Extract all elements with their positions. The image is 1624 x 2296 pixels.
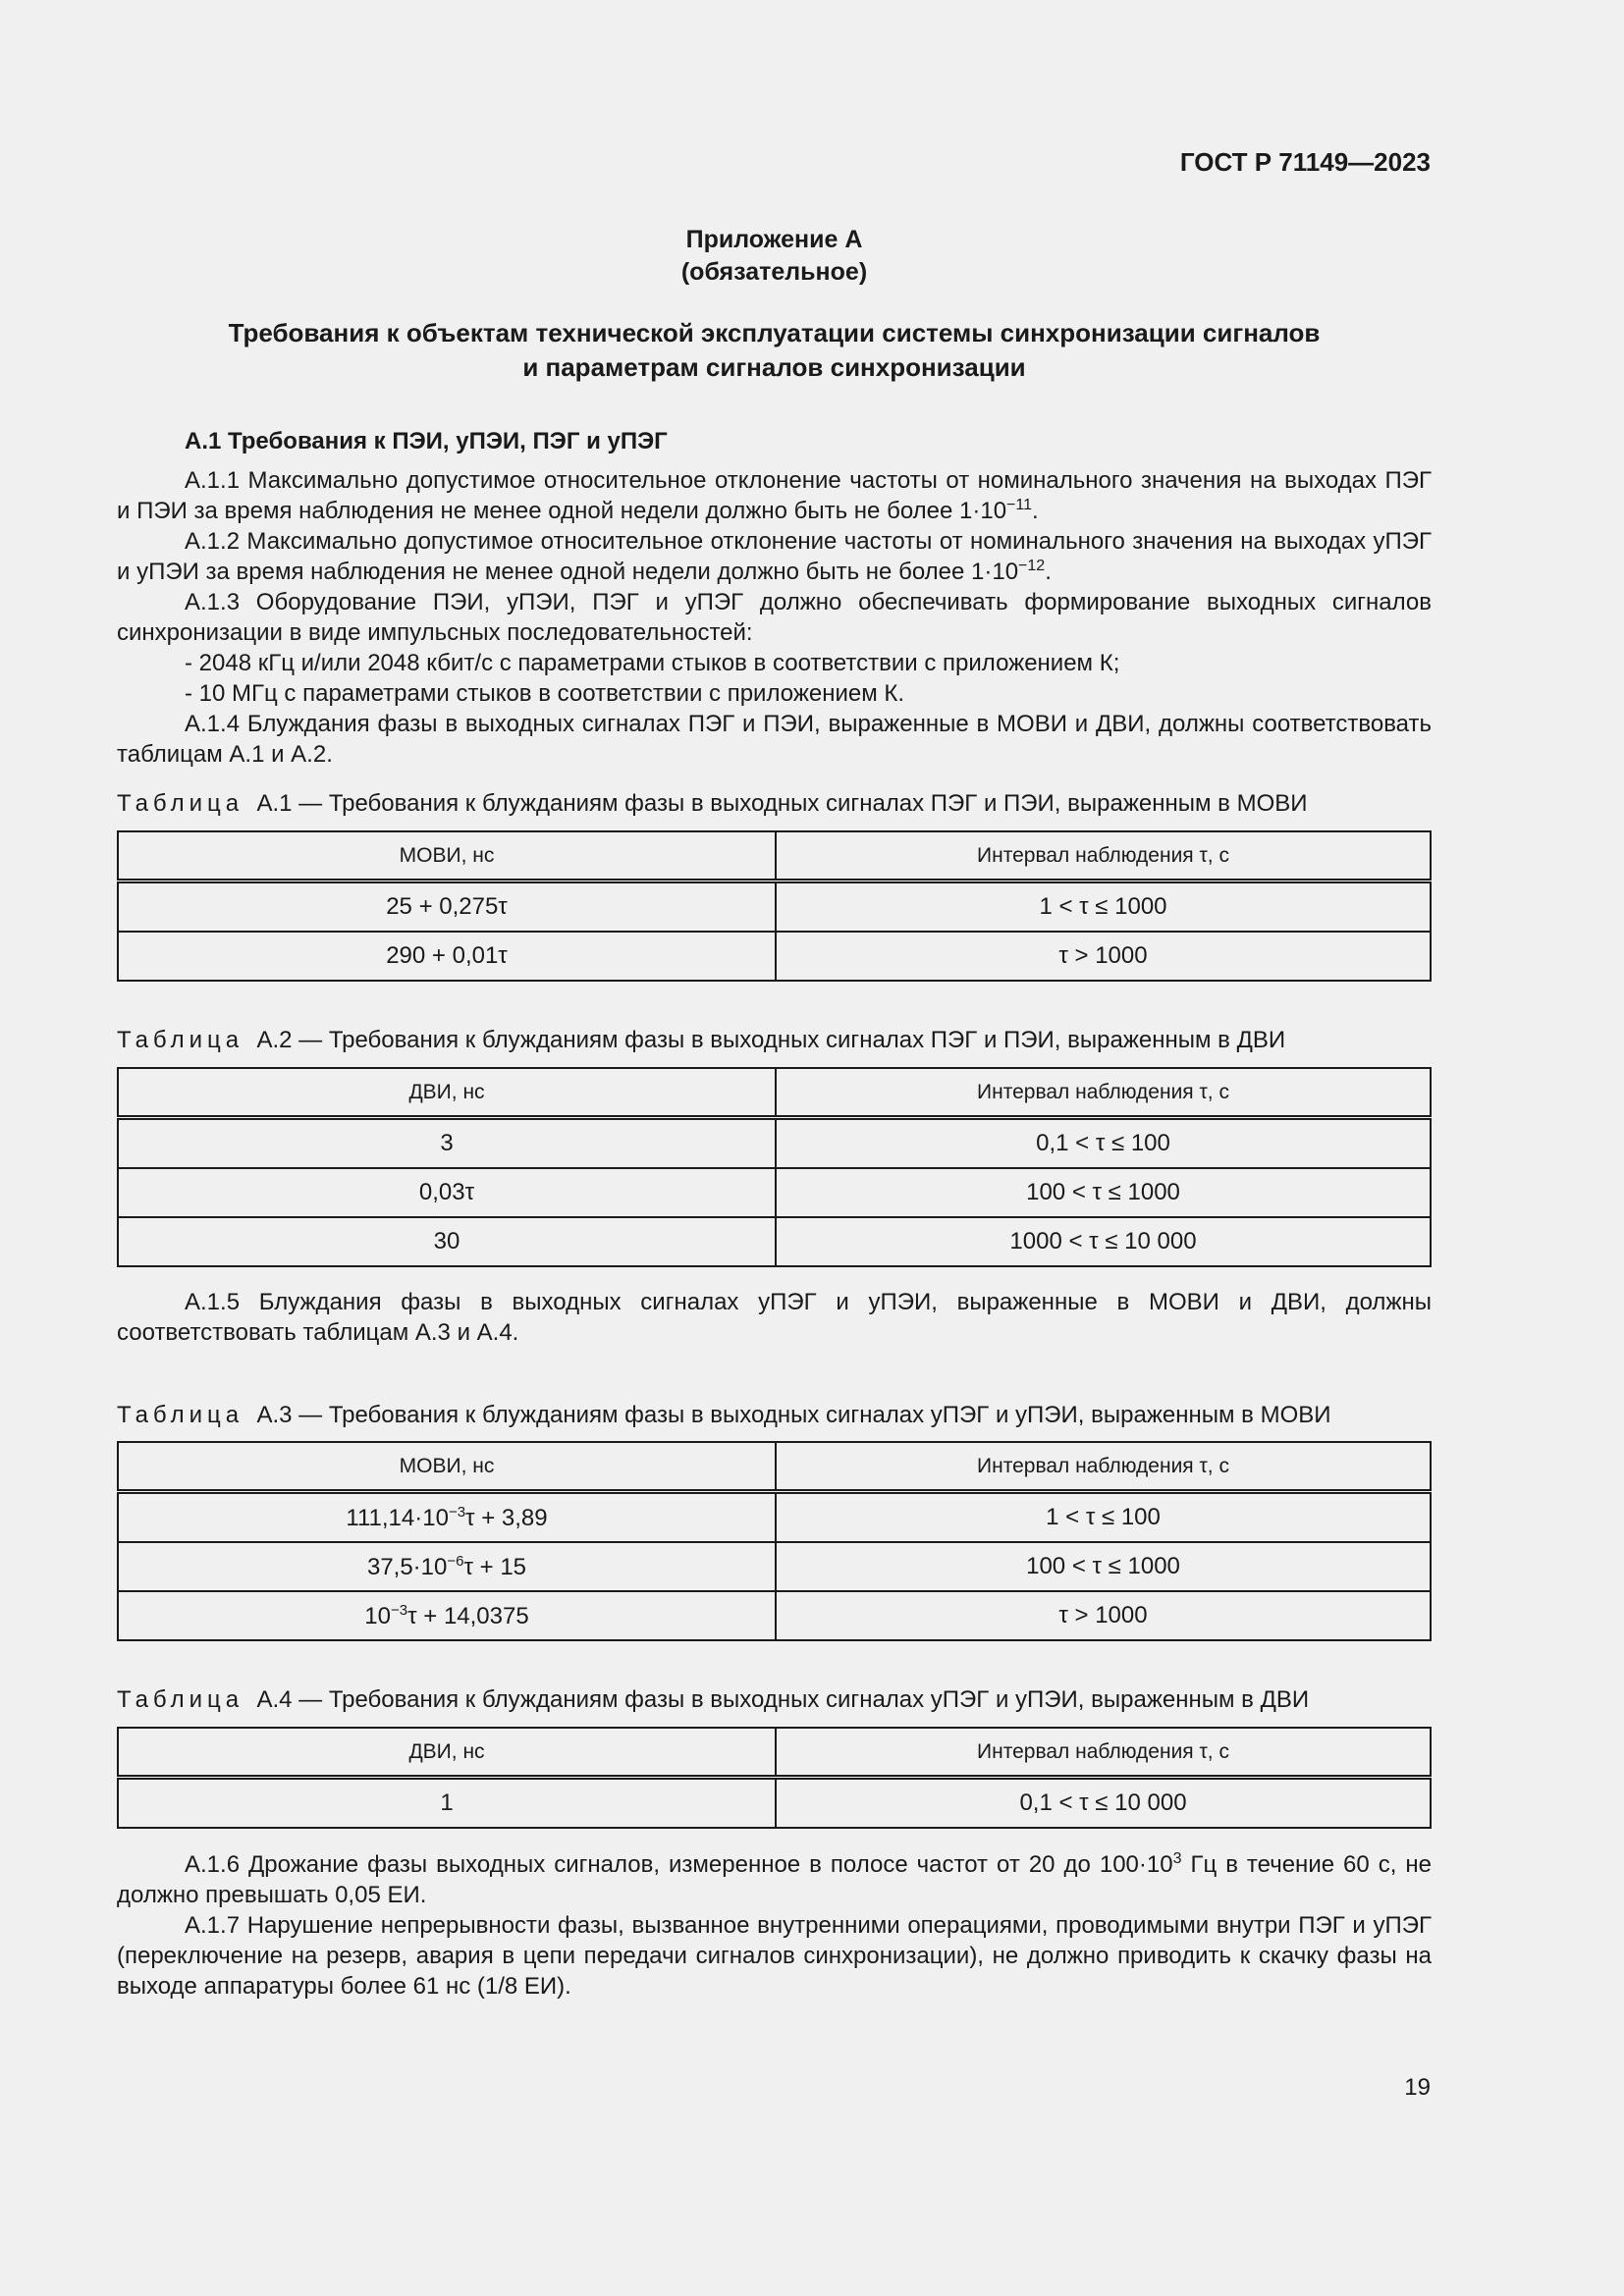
table-row: $111,14\cdot 10^{-3}\tau + 3,89$ 1 < τ ≤ 100 (118, 1492, 1431, 1543)
title-line-1: Требования к объектам технической эксплуатации системы синхронизации сигналов (228, 318, 1321, 347)
table-row: 3 0,1 < τ ≤ 100 (118, 1118, 1431, 1169)
table-row: 30 1000 < τ ≤ 10 000 (118, 1217, 1431, 1266)
page-number: 19 (1404, 2074, 1431, 2101)
table-a1 (117, 830, 1432, 982)
table-row: 1 0,1 < τ ≤ 10 000 (118, 1778, 1431, 1829)
section-heading: А.1 Требования к ПЭИ, уПЭИ, ПЭГ и уПЭГ (185, 428, 668, 454)
document-code: ГОСТ Р 71149—2023 (1179, 147, 1431, 177)
table-a2 (117, 1067, 1432, 1267)
paragraph-a117: А.1.7 Нарушение непрерывности фазы, вызванное внутренними операциями, проводимыми внутри ПЭГ и уПЭГ (переключение на резерв, авария в цепи передачи сигналов синхронизации), не должно приводить к скачку фазы на выходе аппаратуры более 61 нс (1/8 ЕИ). (117, 1912, 1432, 2000)
column-header: Интервал наблюдения τ, с (776, 1442, 1431, 1492)
column-header: Интервал наблюдения τ, с (776, 1068, 1431, 1118)
table-a3 (117, 1441, 1432, 1641)
paragraph-a111: А.1.1 Максимально допустимое относительное отклонение частоты от номинального значения на выходах ПЭГ и ПЭИ за время наблюдения не менее одной недели должно быть не более $1\cdot 10^{-11}$. (117, 467, 1432, 524)
table-row: 290 + 0,01τ τ > 1000 (118, 932, 1431, 981)
column-header: Интервал наблюдения τ, с (776, 1728, 1431, 1778)
paragraph-a115: А.1.5 Блуждания фазы в выходных сигналах уПЭГ и уПЭИ, выраженные в МОВИ и ДВИ, должны соответствовать таблицам А.3 и А.4. (117, 1289, 1432, 1346)
table-row: $37,5\cdot 10^{-6}\tau + 15$ 100 < τ ≤ 1000 (118, 1542, 1431, 1591)
list-item: - 2048 кГц и/или 2048 кбит/с с параметрами стыков в соответствии с приложением К; (185, 650, 1120, 676)
table-row: 0,03τ 100 < τ ≤ 1000 (118, 1168, 1431, 1217)
exponent: 3 (1172, 1850, 1182, 1867)
column-header: ДВИ, нс (118, 1068, 776, 1118)
annex-heading (117, 224, 1432, 289)
table-caption: Таблица А.1 — Требования к блужданиям фазы в выходных сигналах ПЭГ и ПЭИ, выраженным в МОВИ (117, 790, 1308, 817)
table-row: 25 + 0,275τ 1 < τ ≤ 1000 (118, 881, 1431, 933)
table-a4 (117, 1727, 1432, 1829)
column-header: ДВИ, нс (118, 1728, 776, 1778)
paragraph-a112: А.1.2 Максимально допустимое относительное отклонение частоты от номинального значения на выходах уПЭГ и уПЭИ за время наблюдения не менее одной недели должно быть не более $1\cdot 10^{-12}$. (117, 528, 1432, 585)
paragraph-a114: А.1.4 Блуждания фазы в выходных сигналах ПЭГ и ПЭИ, выраженные в МОВИ и ДВИ, должны соответствовать таблицам А.1 и А.2. (117, 711, 1432, 768)
title-line-2: и параметрам сигналов синхронизации (522, 352, 1026, 382)
paragraph-a116: А.1.6 Дрожание фазы выходных сигналов, измеренное в полосе частот от 20 до $100\cdot 10^3$ Гц в течение 60 с, не должно превышать 0,05 ЕИ. (117, 1850, 1432, 1908)
table-caption: Таблица А.3 — Требования к блужданиям фазы в выходных сигналах уПЭГ и уПЭИ, выраженным в МОВИ (117, 1402, 1331, 1428)
list-item: - 10 МГц с параметрами стыков в соответствии с приложением К. (185, 680, 905, 707)
annex-main-title (117, 316, 1432, 385)
column-header: Интервал наблюдения τ, с (776, 831, 1431, 881)
annex-status: (обязательное) (680, 258, 868, 286)
exponent: −12 (1018, 558, 1046, 574)
table-row: $10^{-3}\tau + 14,0375$ τ > 1000 (118, 1591, 1431, 1640)
exponent: −11 (1006, 497, 1032, 513)
annex-title: Приложение А (685, 226, 863, 253)
column-header: МОВИ, нс (118, 1442, 776, 1492)
table-caption: Таблица А.4 — Требования к блужданиям фазы в выходных сигналах уПЭГ и уПЭИ, выраженным в ДВИ (117, 1686, 1310, 1713)
column-header: МОВИ, нс (118, 831, 776, 881)
table-caption: Таблица А.2 — Требования к блужданиям фазы в выходных сигналах ПЭГ и ПЭИ, выраженным в ДВИ (117, 1027, 1286, 1053)
paragraph-a113: А.1.3 Оборудование ПЭИ, уПЭИ, ПЭГ и уПЭГ должно обеспечивать формирование выходных сигналов синхронизации в виде импульсных последовательностей: (117, 589, 1432, 646)
